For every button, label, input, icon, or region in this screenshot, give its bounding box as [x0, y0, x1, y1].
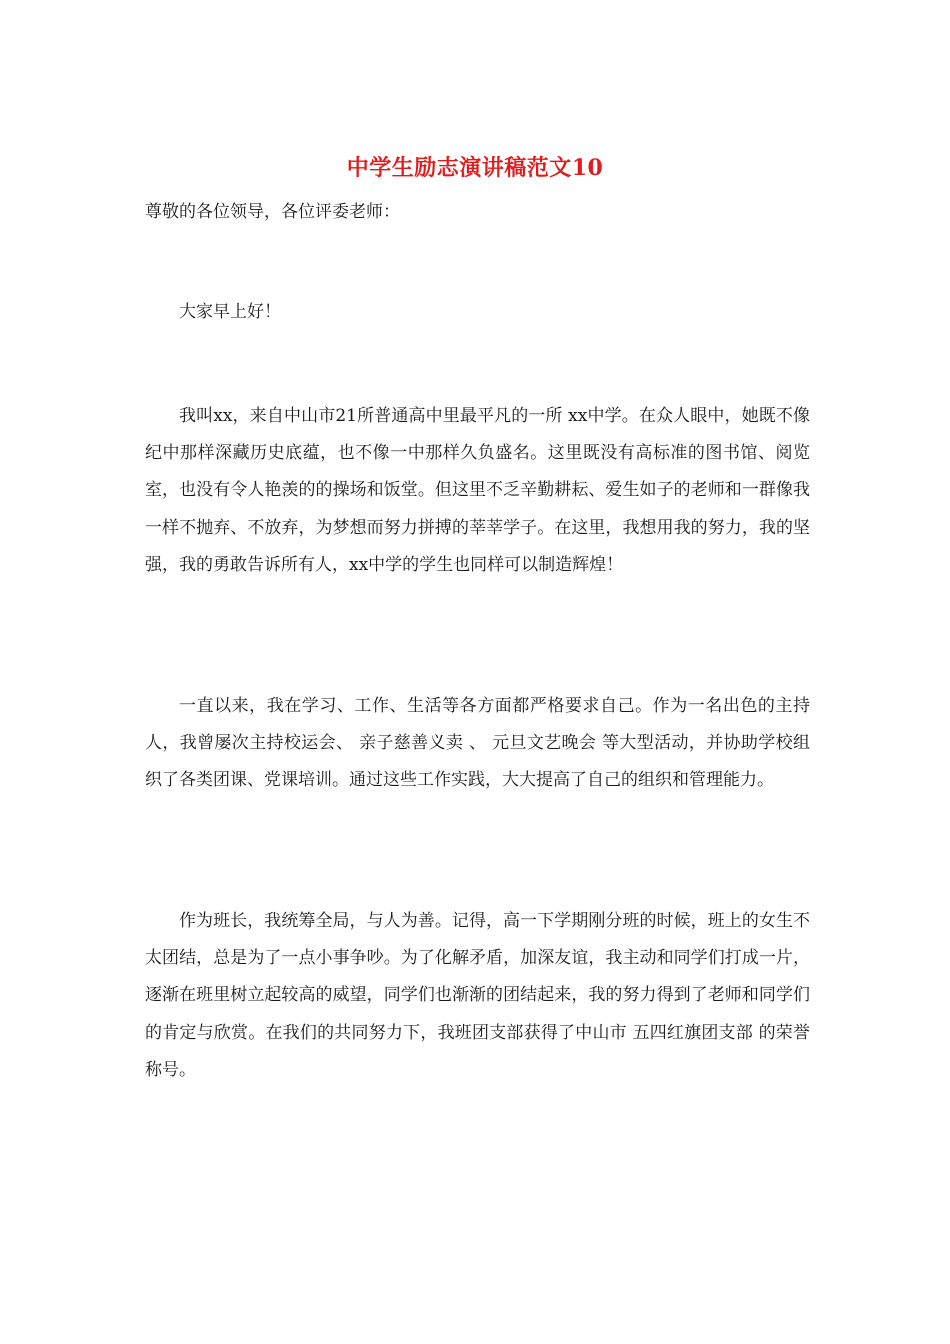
greeting-paragraph: 大家早上好！	[179, 302, 281, 322]
salutation: 尊敬的各位领导，各位评委老师：	[145, 202, 400, 222]
document-title: 中学生励志演讲稿范文10	[346, 155, 604, 181]
body-paragraph-2: 一直以来，我在学习、工作、生活等各方面都严格要求自己。作为一名出色的主持人，我曾屡次主持校运会、 亲子慈善义卖 、 元旦文艺晚会 等大型活动，并协助学校组织了各类团课、党课培训。通过这些工作实践，大大提高了自己的组织和管理能力。	[145, 696, 810, 791]
body-paragraph-3: 作为班长，我统筹全局，与人为善。记得，高一下学期刚分班的时候，班上的女生不太团结，总是为了一点小事争吵。为了化解矛盾，加深友谊，我主动和同学们打成一片，逐渐在班里树立起较高的威望，同学们也渐渐的团结起来，我的努力得到了老师和同学们的肯定与欣赏。在我们的共同努力下，我班团支部获得了中山市 五四红旗团支部 的荣誉称号。	[145, 911, 810, 1080]
body-paragraph-1: 我叫xx，来自中山市21所普通高中里最平凡的一所 xx中学。在众人眼中，她既不像纪中那样深藏历史底蕴，也不像一中那样久负盛名。这里既没有高标准的图书馆、阅览室，也没有令人艳羡的的操场和饭堂。但这里不乏辛勤耕耘、爱生如子的老师和一群像我一样不抛弃、不放弃，为梦想而努力拼搏的莘莘学子。在这里，我想用我的努力，我的坚强，我的勇敢告诉所有人，xx中学的学生也同样可以制造辉煌！	[145, 406, 810, 575]
